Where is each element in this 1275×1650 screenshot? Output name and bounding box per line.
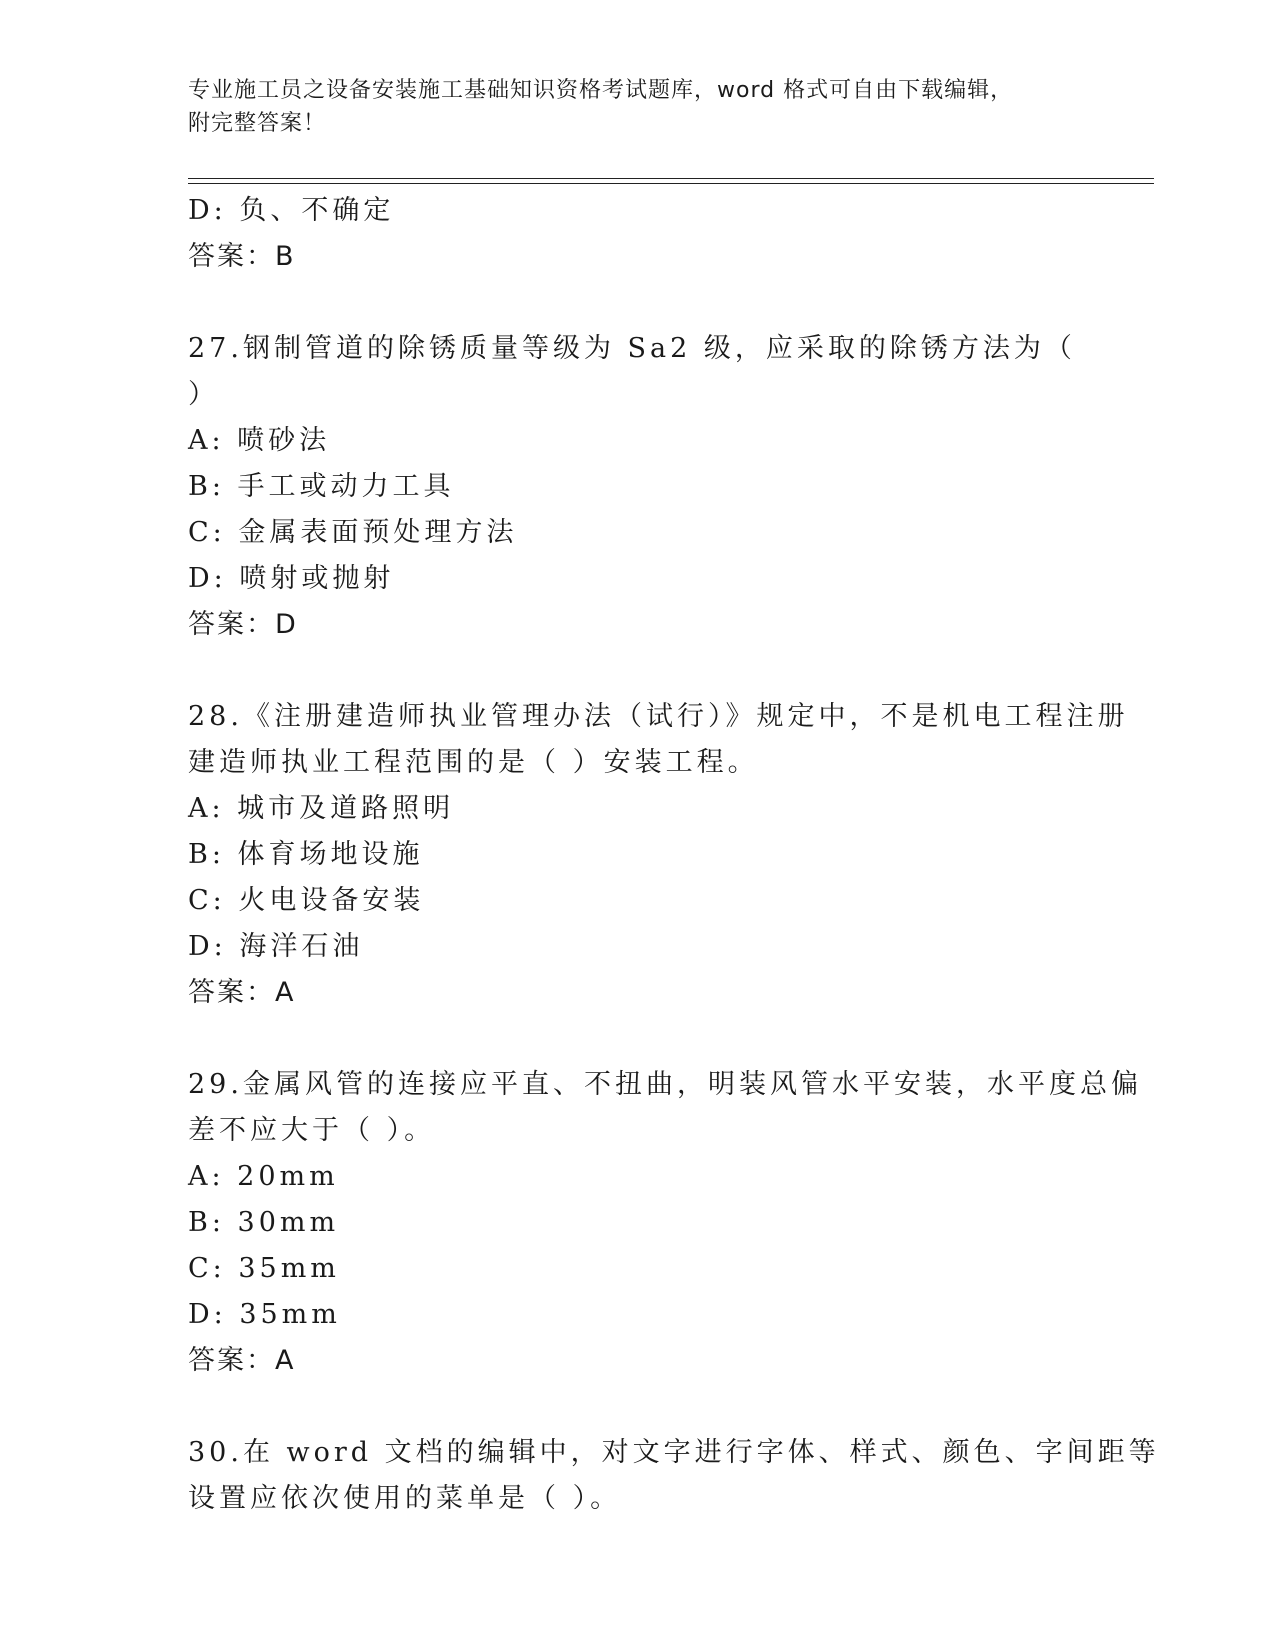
question-text-line-2: 建造师执业工程范围的是（ ）安装工程。: [188, 747, 759, 778]
option-b: B: 体育场地设施: [188, 839, 424, 870]
header-line-1: 专业施工员之设备安装施工基础知识资格考试题库，word 格式可自由下载编辑，: [188, 78, 1014, 103]
question-content: [188, 188, 1160, 1522]
option-d: D: 35mm: [188, 1299, 341, 1330]
question-text-line-2: 设置应依次使用的菜单是（ ）。: [188, 1483, 622, 1514]
option-d: D: 海洋石油: [188, 931, 364, 962]
answer: 答案：B: [188, 241, 296, 272]
page-header: [188, 74, 1088, 140]
option-a: A: 城市及道路照明: [188, 793, 455, 824]
question-28: [188, 694, 1129, 1016]
option-c: C: 火电设备安装: [188, 885, 425, 916]
answer: 答案：A: [188, 977, 296, 1008]
option-d: D: 喷射或抛射: [188, 563, 395, 594]
option-c: C: 35mm: [188, 1253, 340, 1284]
header-line-2: 附完整答案！: [188, 111, 327, 136]
answer: 答案：D: [188, 609, 298, 640]
header-divider-bottom: [188, 183, 1154, 184]
option-d: D: 负、不确定: [188, 195, 395, 226]
option-c: C: 金属表面预处理方法: [188, 517, 518, 548]
question-27: [188, 326, 1088, 648]
question-29: [188, 1062, 1142, 1384]
option-a: A: 20mm: [188, 1161, 339, 1192]
answer: 答案：A: [188, 1345, 296, 1376]
question-text-line-1: 29.金属风管的连接应平直、不扭曲，明装风管水平安装，水平度总偏: [188, 1069, 1142, 1100]
question-text-line-1: 30.在 word 文档的编辑中，对文字进行字体、样式、颜色、字间距等: [188, 1437, 1160, 1468]
question-text-line-1: 28.《注册建造师执业管理办法（试行）》规定中，不是机电工程注册: [188, 701, 1129, 732]
option-b: B: 手工或动力工具: [188, 471, 455, 502]
header-divider-top: [188, 178, 1154, 179]
question-30: [188, 1430, 1160, 1522]
question-text-line-2: 差不应大于（ ）。: [188, 1115, 436, 1146]
option-a: A: 喷砂法: [188, 425, 331, 456]
question-text: 27.钢制管道的除锈质量等级为 Sa2 级，应采取的除锈方法为（ ）: [188, 333, 1076, 410]
option-b: B: 30mm: [188, 1207, 340, 1238]
